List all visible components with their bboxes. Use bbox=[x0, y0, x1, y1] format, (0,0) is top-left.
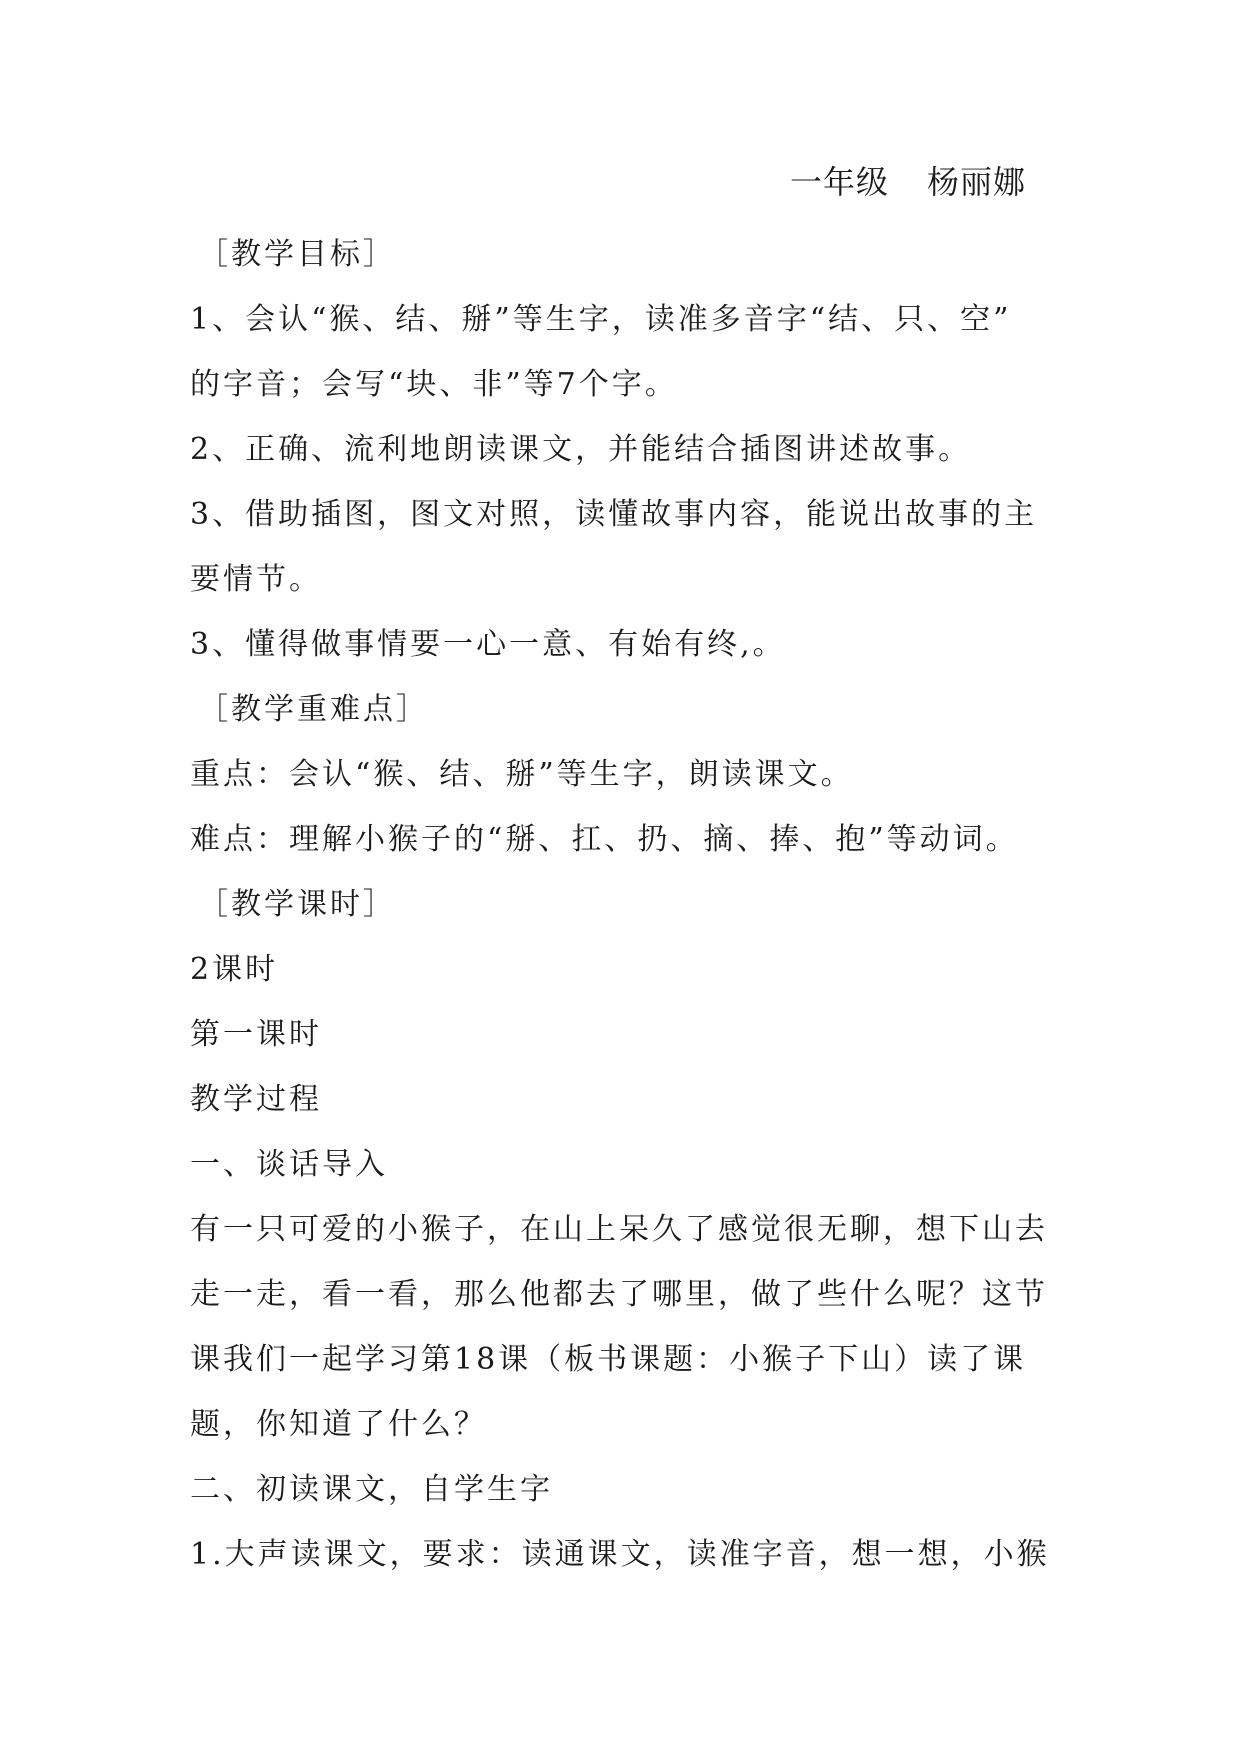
objective-1-line-2: 的字音；会写“块、非”等7个字。 bbox=[190, 367, 678, 402]
key-point: 重点：会认“猴、结、掰”等生字，朗读课文。 bbox=[190, 757, 854, 792]
section-heading-key-points: ［教学重难点］ bbox=[198, 692, 429, 727]
intro-paragraph-line-1: 有一只可爱的小猴子，在山上呆久了感觉很无聊，想下山去 bbox=[190, 1212, 1048, 1247]
period-count: 2课时 bbox=[190, 952, 279, 987]
intro-paragraph-line-2: 走一走，看一看，那么他都去了哪里，做了些什么呢？这节 bbox=[190, 1277, 1048, 1312]
step-2-item-1: 1.大声读课文，要求：读通课文，读准字音，想一想，小猴 bbox=[190, 1537, 1050, 1572]
objective-1-line-1: 1、会认“猴、结、掰”等生字，读准多音字“结、只、空” bbox=[190, 302, 1012, 337]
objective-3-line-2: 要情节。 bbox=[190, 562, 322, 597]
document-body bbox=[190, 222, 1090, 1587]
first-period-heading: 第一课时 bbox=[190, 1017, 322, 1052]
section-heading-objectives: ［教学目标］ bbox=[198, 237, 396, 272]
intro-paragraph-line-3: 课我们一起学习第18课（板书课题：小猴子下山）读了课 bbox=[190, 1342, 1027, 1377]
step-1-heading: 一、谈话导入 bbox=[190, 1147, 388, 1182]
section-heading-periods: ［教学课时］ bbox=[198, 887, 396, 922]
intro-paragraph-line-4: 题，你知道了什么？ bbox=[190, 1407, 487, 1442]
objective-2: 2、正确、流利地朗读课文，并能结合插图讲述故事。 bbox=[190, 432, 972, 467]
teacher-name: 杨丽娜 bbox=[927, 163, 1027, 201]
difficult-point: 难点：理解小猴子的“掰、扛、扔、摘、捧、抱”等动词。 bbox=[190, 822, 1019, 857]
grade-label: 一年级 bbox=[790, 163, 890, 201]
step-2-heading: 二、初读课文，自学生字 bbox=[190, 1472, 553, 1507]
objective-4: 3、懂得做事情要一心一意、有始有终,。 bbox=[190, 627, 786, 662]
objective-3-line-1: 3、借助插图，图文对照，读懂故事内容，能说出故事的主 bbox=[190, 497, 1038, 532]
author-line bbox=[790, 158, 1026, 206]
process-heading: 教学过程 bbox=[190, 1082, 322, 1117]
